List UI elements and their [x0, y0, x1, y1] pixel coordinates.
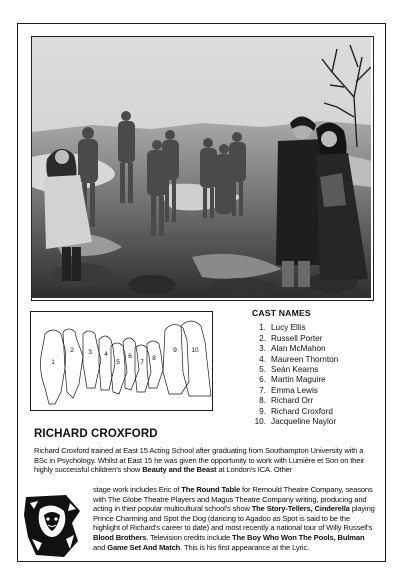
bio-run: at London's ICA. Other [216, 465, 293, 475]
bio-title-text: Beauty and the Beast [142, 465, 217, 475]
cast-name: Martin Maguire [271, 375, 326, 385]
cast-number: 1. [259, 323, 266, 333]
cast-number: 7. [259, 385, 266, 395]
figure-outline-4 [99, 336, 115, 390]
cast-name: Seán Kearns [271, 365, 319, 375]
cast-names [250, 308, 380, 427]
bio-run: Richard Croxford trained at East 15 Acting School after graduating from Southampton University with a BSc in Psychology. Whilst at East 15 he was given the opportunity to work with Lumière et Son on their highly successful children's show [34, 446, 365, 475]
cast-name: Richard Orr [271, 396, 314, 406]
cast-number: 6. [259, 375, 266, 385]
key-label-9: 9 [173, 347, 177, 354]
bio-title-text: The Story-Tellers, Cinderella [251, 504, 350, 514]
figure-outline-10 [181, 321, 211, 396]
figure-outline-2 [63, 329, 83, 398]
key-label-4: 4 [104, 351, 108, 358]
cast-member [250, 344, 380, 354]
figure-outline-3 [83, 331, 101, 388]
cast-member [250, 355, 380, 365]
bio-heading: RICHARD CROXFORD [34, 428, 158, 440]
cast-name: Jacqueline Naylor [271, 417, 337, 427]
cast-number: 3. [259, 344, 266, 354]
bio-title-text: Blood Brothers [93, 532, 147, 542]
bio-intro [34, 446, 374, 475]
cast-member [250, 386, 380, 396]
cast-member [250, 334, 380, 344]
key-label-6: 6 [128, 353, 132, 360]
figure-outline-9 [163, 324, 189, 394]
programme-page [17, 23, 386, 562]
bio-run: and [93, 542, 108, 552]
cast-member [250, 365, 380, 375]
figure-outline-8 [147, 341, 163, 388]
cast-member [250, 375, 380, 385]
bio-run: playing Prince Charming and Spot the Dog (dancing to Agadoo as Spot is said to be the highlight of Richard's career to date) and most recently a national tour of Willy Russell's [93, 504, 375, 533]
cast-number: 8. [259, 396, 266, 406]
cast-member [250, 417, 380, 427]
key-label-10: 10 [191, 347, 199, 354]
cast-name: Richard Croxford [271, 406, 333, 416]
cast-list [250, 323, 380, 427]
figure-outline-1 [41, 330, 66, 404]
bio-run: stage work includes Eric of [93, 485, 182, 494]
bio-title-text: The Boy Who Won The Pools, Bulman [232, 532, 365, 542]
cast-title: CAST NAMES [252, 308, 311, 318]
key-label-5: 5 [116, 359, 120, 366]
bio-text [93, 485, 376, 552]
cast-name: Emma Lewis [271, 385, 318, 395]
bio-run: for Remould Theatre Company, seasons with The Globe Theatre Players and Magus Theatre Company writing, producing and acting in their popular multicultural school's show [93, 485, 373, 514]
key-label-8: 8 [152, 355, 156, 362]
cast-member [250, 323, 380, 333]
key-label-3: 3 [88, 349, 92, 356]
cast-key-diagram [30, 311, 213, 411]
key-label-2: 2 [70, 347, 74, 354]
cast-photo [31, 36, 374, 301]
cast-number: 9. [259, 406, 266, 416]
cast-member [250, 407, 380, 417]
bio-run: . This is his first appearance at the Lyric. [180, 542, 310, 552]
cast-number: 4. [259, 354, 266, 364]
figure-outline-6 [123, 338, 139, 390]
bio-title-text: The Round Table [181, 485, 241, 494]
bio-run: . Television credits include [146, 532, 233, 542]
cast-member [250, 396, 380, 406]
cast-name: Alan McMahon [271, 344, 326, 354]
key-label-1: 1 [51, 359, 55, 366]
cast-name: Maureen Thornton [271, 354, 339, 364]
cast-number: 10. [254, 417, 266, 427]
cast-number: 2. [259, 333, 266, 343]
theatre-crest-icon [22, 493, 84, 559]
key-label-7: 7 [140, 359, 144, 366]
cast-name: Russell Porter [271, 333, 323, 343]
bio-title-text: Game Set And Match [107, 542, 181, 552]
cast-number: 5. [259, 365, 266, 375]
cast-name: Lucy Ellis [271, 323, 306, 333]
